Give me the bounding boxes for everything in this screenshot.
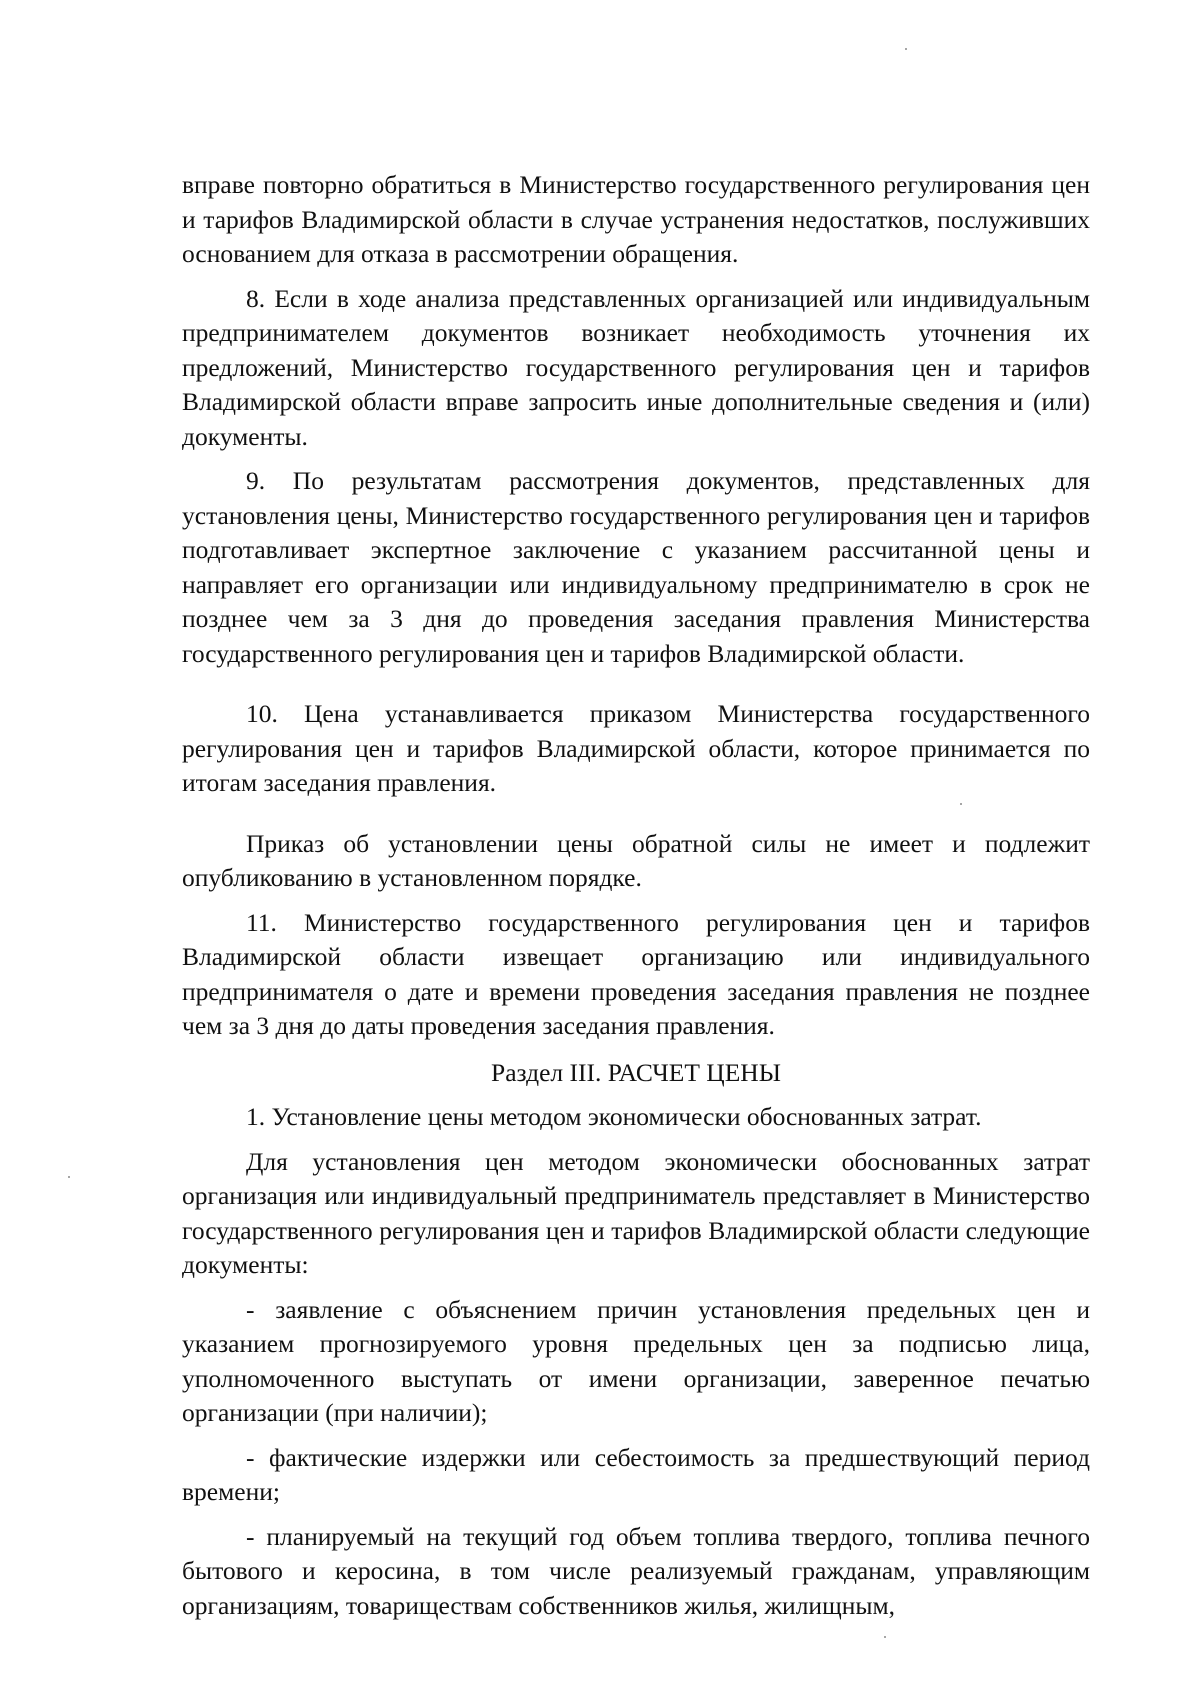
list-item-planned-volume: - планируемый на текущий год объем топлива твердого, топлива печного бытового и керосина, в том числе реализуемый гражданам, управляющим организациям, товариществам собственников жилья, жилищным,	[182, 1521, 1090, 1620]
paragraph-item-9: 9. По результатам рассмотрения документов, представленных для установления цены, Министерство государственного регулирования цен и тарифов подготавливает экспертное заключение с указанием рассчитанной цены и направляет его организации или индивидуальному предпринимателю в срок не позднее чем за 3 дня до проведения заседания правления Министерства государственного регулирования цен и тарифов Владимирской области.	[182, 466, 1090, 668]
paragraph-item-8: 8. Если в ходе анализа представленных организацией или индивидуальным предпринимателем документов возникает необходимость уточнения их предложений, Министерство государственного регулирования цен и тарифов Владимирской области вправе запросить иные дополнительные сведения и (или) документы.	[182, 283, 1090, 451]
document-body	[182, 168, 1090, 1623]
list-item-actual-costs: - фактические издержки или себестоимость за предшествующий период времени;	[182, 1442, 1090, 1506]
paragraph-order-note: Приказ об установлении цены обратной силы не имеет и подлежит опубликованию в установленном порядке.	[182, 828, 1090, 892]
paragraph-continuation: вправе повторно обратиться в Министерство государственного регулирования цен и тарифов Владимирской области в случае устранения недостатков, послуживших основанием для отказа в рассмотрении обращения.	[182, 170, 1090, 268]
scan-speck	[884, 1636, 886, 1638]
paragraph-item-11: 11. Министерство государственного регулирования цен и тарифов Владимирской области извещает организацию или индивидуального предпринимателя о дате и времени проведения заседания правления не позднее чем за 3 дня до даты проведения заседания правления.	[182, 907, 1090, 1040]
paragraph-item-10: 10. Цена устанавливается приказом Министерства государственного регулирования цен и тарифов Владимирской области, которое принимается по итогам заседания правления.	[182, 699, 1090, 797]
scan-speck	[905, 48, 907, 50]
scan-speck	[68, 1176, 70, 1178]
paragraph-method-title: 1. Установление цены методом экономически обоснованных затрат.	[246, 1102, 982, 1131]
section-heading: Раздел III. РАСЧЕТ ЦЕНЫ	[491, 1057, 781, 1087]
paragraph-documents-intro: Для установления цен методом экономически обоснованных затрат организация или индивидуальный предприниматель представляет в Министерство государственного регулирования цен и тарифов Владимирской области следующие документы:	[182, 1146, 1090, 1279]
scan-speck	[960, 803, 962, 805]
list-item-application: - заявление с объяснением причин установления предельных цен и указанием прогнозируемого уровня предельных цен за подписью лица, уполномоченного выступать от имени организации, заверенное печатью организации (при наличии);	[182, 1294, 1090, 1427]
